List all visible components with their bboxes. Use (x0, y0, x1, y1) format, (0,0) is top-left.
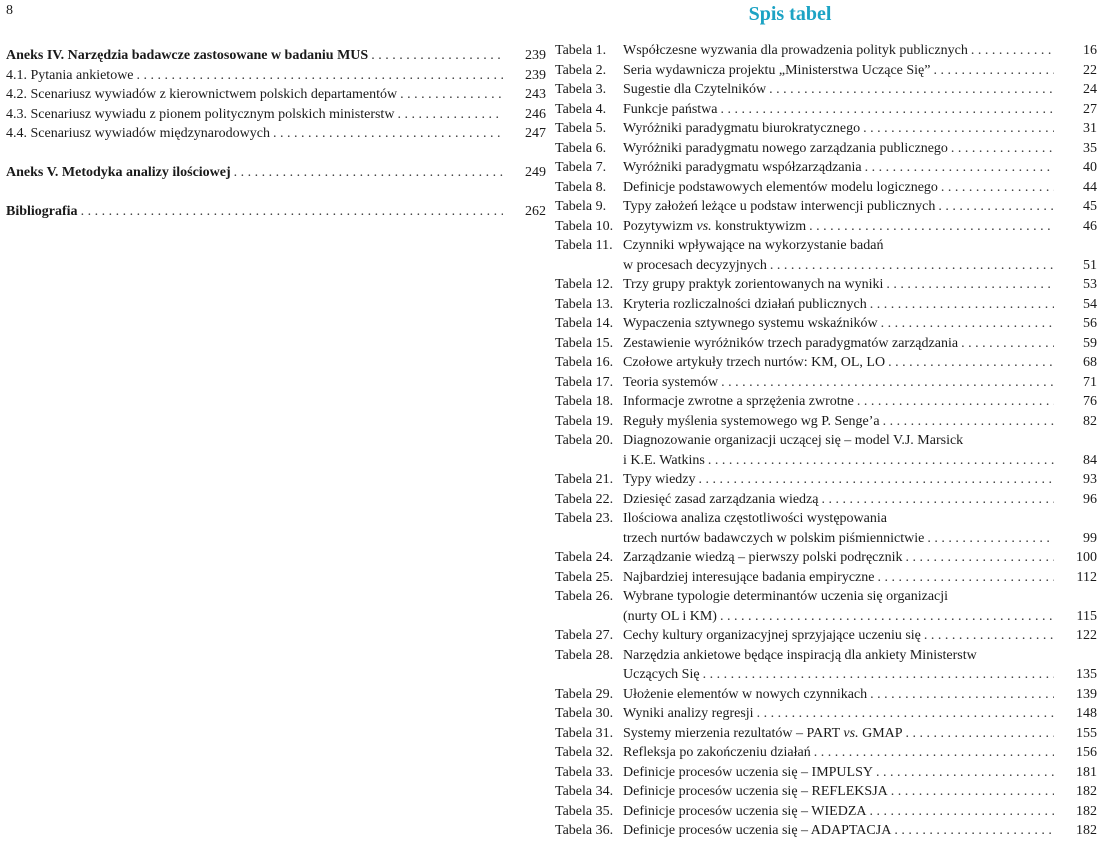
table-title-block (623, 139, 1097, 159)
table-title-entry (623, 197, 1097, 217)
table-title-block (623, 41, 1097, 61)
toc-entry (6, 105, 546, 125)
table-page: 99 (1083, 530, 1097, 546)
dot-leader (886, 275, 1054, 295)
table-title: Typy założeń leżące u podstaw interwencji publicznych (623, 199, 936, 214)
toc-entry-page: 246 (525, 106, 546, 122)
table-list-item (555, 353, 1097, 373)
table-title-entry (623, 373, 1097, 393)
dot-leader (703, 665, 1054, 685)
table-title-block (623, 548, 1097, 568)
table-title: Funkcje państwa (623, 101, 718, 117)
table-title-block (623, 275, 1097, 295)
table-number: Tabela 22. (555, 491, 614, 507)
table-title: Wyniki analizy regresji (623, 706, 754, 721)
table-title-entry (623, 704, 1097, 724)
table-page: 122 (1076, 628, 1097, 643)
table-title: i K.E. Watkins (623, 452, 705, 468)
table-page: 76 (1083, 394, 1097, 409)
table-number: Tabela 3. (555, 82, 607, 97)
dot-leader (400, 85, 503, 105)
table-title: Czołowe artykuły trzech nurtów: KM, OL, LO (623, 355, 886, 370)
table-title-line: Diagnozowanie organizacji uczącej się – model V.J. Marsick (623, 433, 964, 448)
table-page: 31 (1083, 121, 1097, 136)
dot-leader (876, 763, 1054, 783)
table-number: Tabela 19. (555, 413, 614, 429)
spacer (6, 144, 546, 164)
table-number: Tabela 17. (555, 374, 614, 390)
table-title-block (623, 236, 1097, 275)
dot-leader (865, 158, 1054, 178)
table-number: Tabela 21. (555, 472, 614, 487)
table-title: Refleksja po zakończeniu działań (623, 745, 811, 760)
table-title: Wypaczenia sztywnego systemu wskaźników (623, 316, 878, 331)
table-list-item (555, 568, 1097, 588)
dot-leader (951, 139, 1054, 159)
table-title: Sugestie dla Czytelników (623, 82, 767, 97)
table-list-item (555, 373, 1097, 393)
table-title-block (623, 782, 1097, 802)
table-page: 68 (1083, 355, 1097, 370)
table-page: 35 (1083, 140, 1097, 156)
table-page: 46 (1083, 218, 1097, 234)
table-title-entry (623, 568, 1097, 588)
table-title-entry (623, 392, 1097, 412)
table-list-item (555, 646, 1097, 685)
toc-entry (6, 124, 546, 144)
table-title-entry (623, 782, 1097, 802)
dot-leader (371, 46, 503, 66)
table-list-item (555, 139, 1097, 159)
table-title-block (623, 392, 1097, 412)
table-number: Tabela 34. (555, 784, 614, 799)
toc-entry (6, 202, 546, 222)
dot-leader (821, 490, 1054, 510)
table-title-entry (623, 158, 1097, 178)
dot-leader (888, 353, 1054, 373)
table-page: 54 (1083, 296, 1097, 312)
dot-leader (941, 178, 1054, 198)
dot-leader (137, 66, 503, 86)
table-title: Reguły myślenia systemowego wg P. Senge’a (623, 413, 880, 429)
table-title: Ułożenie elementów w nowych czynnikach (623, 686, 868, 702)
list-of-tables (555, 41, 1097, 841)
toc-entry (6, 46, 546, 66)
table-title: trzech nurtów badawczych w polskim piśmiennictwie (623, 530, 925, 546)
table-title-entry (623, 821, 1097, 841)
table-title-line: Wybrane typologie determinantów uczenia się organizacji (623, 589, 949, 604)
dot-leader (769, 80, 1054, 100)
table-title: Cechy kultury organizacyjnej sprzyjające uczeniu się (623, 628, 921, 643)
table-page: 27 (1083, 101, 1097, 117)
table-page: 45 (1083, 199, 1097, 214)
dot-leader (971, 41, 1054, 61)
table-title-block (623, 743, 1097, 763)
table-number: Tabela 2. (555, 62, 607, 78)
toc-entry-page: 249 (525, 165, 546, 180)
table-page: 155 (1076, 725, 1097, 741)
table-number: Tabela 30. (555, 706, 614, 721)
table-number: Tabela 29. (555, 686, 614, 702)
table-title-entry (623, 80, 1097, 100)
table-page: 182 (1076, 803, 1097, 819)
table-list-item (555, 334, 1097, 354)
table-page: 112 (1076, 569, 1097, 585)
dot-leader (877, 568, 1054, 588)
table-page: 148 (1076, 706, 1097, 721)
table-number: Tabela 1. (555, 43, 607, 58)
table-title-block (623, 568, 1097, 588)
table-title: (nurty OL i KM) (623, 608, 717, 624)
table-number: Tabela 26. (555, 589, 614, 604)
table-number: Tabela 27. (555, 628, 614, 643)
dot-leader (863, 119, 1054, 139)
table-page: 100 (1076, 550, 1097, 565)
table-page: 156 (1076, 745, 1097, 760)
table-list-item (555, 100, 1097, 120)
dot-leader (770, 256, 1054, 276)
toc-entry-page: 239 (525, 67, 546, 83)
table-title-line: Narzędzia ankietowe będące inspiracją dla ankiety Ministerstw (623, 647, 977, 663)
table-title-block (623, 373, 1097, 393)
table-number: Tabela 10. (555, 218, 614, 234)
table-list-item (555, 41, 1097, 61)
table-number: Tabela 6. (555, 140, 607, 156)
table-title-entry (623, 314, 1097, 334)
table-list-item (555, 704, 1097, 724)
table-title-block (623, 685, 1097, 705)
table-number: Tabela 11. (555, 238, 613, 253)
table-number: Tabela 23. (555, 511, 614, 526)
toc-entry-label: Aneks V. Metodyka analizy ilościowej (6, 165, 231, 180)
toc-entry-label: Bibliografia (6, 204, 78, 219)
toc-entry-page: 247 (525, 126, 546, 141)
table-list-item (555, 763, 1097, 783)
dot-leader (894, 821, 1054, 841)
table-list-item (555, 158, 1097, 178)
section-heading: Spis tabel (748, 3, 832, 25)
table-title-block (623, 197, 1097, 217)
table-page: 182 (1076, 784, 1097, 799)
table-list-item (555, 236, 1097, 275)
table-title-entry (623, 470, 1097, 490)
dot-leader (757, 704, 1054, 724)
table-title: Wyróżniki paradygmatu nowego zarządzania publicznego (623, 140, 948, 156)
dot-leader (934, 61, 1055, 81)
table-title: Wyróżniki paradygmatu biurokratycznego (623, 121, 861, 136)
table-page: 135 (1076, 667, 1097, 682)
dot-leader (870, 295, 1054, 315)
table-title-block (623, 314, 1097, 334)
table-page: 59 (1083, 335, 1097, 351)
table-title: Współczesne wyzwania dla prowadzenia polityk publicznych (623, 43, 968, 58)
toc-entry (6, 66, 546, 86)
toc-entry (6, 85, 546, 105)
toc-entry-label: 4.2. Scenariusz wywiadów z kierownictwem polskich departamentów (6, 87, 398, 102)
spacer (6, 183, 546, 203)
table-title-block (623, 217, 1097, 237)
table-title-entry (623, 178, 1097, 198)
dot-leader (721, 373, 1054, 393)
dot-leader (708, 451, 1054, 471)
table-title-block (623, 412, 1097, 432)
table-number: Tabela 8. (555, 179, 607, 195)
table-title-line: Ilościowa analiza częstotliwości występowania (623, 511, 887, 526)
dot-leader (906, 548, 1055, 568)
toc-entry-label: Aneks IV. Narzędzia badawcze zastosowane w badaniu MUS (6, 48, 369, 63)
table-title-entry (623, 490, 1097, 510)
table-title: Pozytywizm vs. konstruktywizm (623, 218, 807, 234)
table-title-block (623, 353, 1097, 373)
table-number: Tabela 35. (555, 803, 614, 819)
table-page: 182 (1076, 823, 1097, 838)
table-title-block (623, 704, 1097, 724)
table-title: Definicje procesów uczenia się – IMPULSY (623, 764, 873, 780)
table-title-block (623, 470, 1097, 490)
dot-leader (870, 685, 1054, 705)
table-title: Dziesięć zasad zarządzania wiedzą (623, 491, 819, 507)
table-page: 84 (1083, 452, 1097, 468)
table-title-entry (623, 763, 1097, 783)
dot-leader (81, 202, 503, 222)
table-list-item (555, 743, 1097, 763)
table-number: Tabela 13. (555, 296, 614, 312)
table-title-block (623, 626, 1097, 646)
table-title-entry (623, 665, 1097, 685)
table-number: Tabela 9. (555, 199, 607, 214)
dot-leader (891, 782, 1054, 802)
table-title: Seria wydawnicza projektu „Ministerstwa Uczące Się” (623, 62, 931, 78)
table-title-block (623, 100, 1097, 120)
table-list-item (555, 470, 1097, 490)
table-page: 181 (1076, 764, 1097, 780)
toc-entry-page: 239 (525, 48, 546, 63)
table-page: 71 (1083, 374, 1097, 390)
dot-leader (883, 412, 1054, 432)
table-title-block (623, 119, 1097, 139)
table-list-item (555, 685, 1097, 705)
table-title-entry (623, 548, 1097, 568)
table-page: 16 (1083, 43, 1097, 58)
table-title-block (623, 431, 1097, 470)
table-title-entry (623, 743, 1097, 763)
table-page: 53 (1083, 277, 1097, 292)
table-title-entry (623, 119, 1097, 139)
contents-continued (6, 46, 546, 222)
toc-entry-label: 4.3. Scenariusz wywiadu z pionem politycznym polskich ministerstw (6, 106, 395, 122)
table-list-item (555, 490, 1097, 510)
toc-entry-page: 243 (525, 87, 546, 102)
table-title-block (623, 61, 1097, 81)
table-title-entry (623, 451, 1097, 471)
table-title: w procesach decyzyjnych (623, 257, 767, 273)
table-title-entry (623, 139, 1097, 159)
table-number: Tabela 33. (555, 764, 614, 780)
table-title-entry (623, 724, 1097, 744)
table-list-item (555, 431, 1097, 470)
table-title-block (623, 587, 1097, 626)
table-title: Definicje procesów uczenia się – ADAPTACJA (623, 823, 892, 838)
table-title: Informacje zwrotne a sprzężenia zwrotne (623, 394, 854, 409)
table-page: 40 (1083, 160, 1097, 175)
dot-leader (881, 314, 1054, 334)
table-list-item (555, 392, 1097, 412)
table-list-item (555, 724, 1097, 744)
table-list-item (555, 119, 1097, 139)
table-list-item (555, 509, 1097, 548)
table-title-entry (623, 353, 1097, 373)
table-title: Definicje procesów uczenia się – WIEDZA (623, 803, 867, 819)
table-title: Zarządzanie wiedzą – pierwszy polski podręcznik (623, 550, 903, 565)
toc-entry-label: 4.1. Pytania ankietowe (6, 67, 134, 83)
table-page: 139 (1076, 686, 1097, 702)
table-title-entry (623, 256, 1097, 276)
table-title: Typy wiedzy (623, 472, 696, 487)
table-number: Tabela 14. (555, 316, 614, 331)
table-title-block (623, 509, 1097, 548)
table-number: Tabela 25. (555, 569, 614, 585)
table-title-block (623, 763, 1097, 783)
table-page: 82 (1083, 413, 1097, 429)
dot-leader (809, 217, 1054, 237)
table-title-block (623, 178, 1097, 198)
table-title-entry (623, 217, 1097, 237)
dot-leader (720, 607, 1054, 627)
table-number: Tabela 28. (555, 647, 614, 663)
dot-leader (857, 392, 1054, 412)
table-title: Wyróżniki paradygmatu współzarządzania (623, 160, 862, 175)
table-number: Tabela 5. (555, 121, 607, 136)
table-list-item (555, 802, 1097, 822)
table-title-entry (623, 41, 1097, 61)
dot-leader (924, 626, 1054, 646)
table-list-item (555, 275, 1097, 295)
table-number: Tabela 32. (555, 745, 614, 760)
table-number: Tabela 36. (555, 823, 614, 838)
table-title-entry (623, 334, 1097, 354)
table-title-block (623, 802, 1097, 822)
table-title-entry (623, 607, 1097, 627)
toc-entry (6, 163, 546, 183)
table-title-line: Czynniki wpływające na wykorzystanie badań (623, 238, 884, 253)
table-number: Tabela 24. (555, 550, 614, 565)
table-title-entry (623, 802, 1097, 822)
table-page: 22 (1083, 62, 1097, 78)
table-title: Trzy grupy praktyk zorientowanych na wyniki (623, 277, 884, 292)
dot-leader (720, 100, 1054, 120)
table-list-item (555, 217, 1097, 237)
table-title-entry (623, 61, 1097, 81)
table-list-item (555, 61, 1097, 81)
table-page: 24 (1083, 82, 1097, 97)
table-number: Tabela 18. (555, 394, 614, 409)
table-number: Tabela 20. (555, 433, 614, 448)
table-number: Tabela 15. (555, 335, 614, 351)
table-title: Teoria systemów (623, 374, 719, 390)
dot-leader (699, 470, 1054, 490)
table-list-item (555, 782, 1097, 802)
dot-leader (397, 105, 503, 125)
table-title-entry (623, 626, 1097, 646)
table-list-item (555, 178, 1097, 198)
table-title-block (623, 724, 1097, 744)
table-list-item (555, 548, 1097, 568)
table-number: Tabela 7. (555, 160, 607, 175)
table-page: 96 (1083, 491, 1097, 507)
table-title-block (623, 334, 1097, 354)
table-number: Tabela 4. (555, 101, 607, 117)
table-title: Kryteria rozliczalności działań publicznych (623, 296, 867, 312)
dot-leader (273, 124, 503, 144)
table-title-block (623, 80, 1097, 100)
table-title: Definicje procesów uczenia się – REFLEKSJA (623, 784, 888, 799)
table-list-item (555, 821, 1097, 841)
table-title: Najbardziej interesujące badania empiryczne (623, 569, 875, 585)
dot-leader (906, 724, 1054, 744)
table-title-block (623, 646, 1097, 685)
table-page: 115 (1076, 608, 1097, 624)
table-title-entry (623, 529, 1097, 549)
table-list-item (555, 626, 1097, 646)
page-number: 8 (6, 3, 13, 18)
toc-entry-label: 4.4. Scenariusz wywiadów międzynarodowych (6, 126, 270, 141)
table-list-item (555, 587, 1097, 626)
dot-leader (961, 334, 1054, 354)
table-page: 56 (1083, 316, 1097, 331)
table-page: 93 (1083, 472, 1097, 487)
toc-entry-page: 262 (525, 204, 546, 219)
table-title-block (623, 490, 1097, 510)
table-title: Systemy mierzenia rezultatów – PART vs. GMAP (623, 725, 903, 741)
table-title-block (623, 295, 1097, 315)
table-list-item (555, 295, 1097, 315)
table-title-entry (623, 100, 1097, 120)
dot-leader (814, 743, 1054, 763)
table-list-item (555, 412, 1097, 432)
table-title-block (623, 821, 1097, 841)
table-title: Zestawienie wyróżników trzech paradygmatów zarządzania (623, 335, 959, 351)
table-page: 51 (1083, 257, 1097, 273)
table-list-item (555, 314, 1097, 334)
dot-leader (938, 197, 1054, 217)
table-page: 44 (1083, 179, 1097, 195)
table-title-entry (623, 685, 1097, 705)
table-title-entry (623, 295, 1097, 315)
table-number: Tabela 31. (555, 725, 614, 741)
table-title: Definicje podstawowych elementów modelu logicznego (623, 179, 938, 195)
table-number: Tabela 12. (555, 277, 614, 292)
table-number: Tabela 16. (555, 355, 614, 370)
dot-leader (869, 802, 1054, 822)
dot-leader (234, 163, 503, 183)
table-title-block (623, 158, 1097, 178)
table-title-entry (623, 275, 1097, 295)
dot-leader (927, 529, 1054, 549)
table-title-entry (623, 412, 1097, 432)
table-list-item (555, 197, 1097, 217)
table-list-item (555, 80, 1097, 100)
table-title: Uczących Się (623, 667, 700, 682)
